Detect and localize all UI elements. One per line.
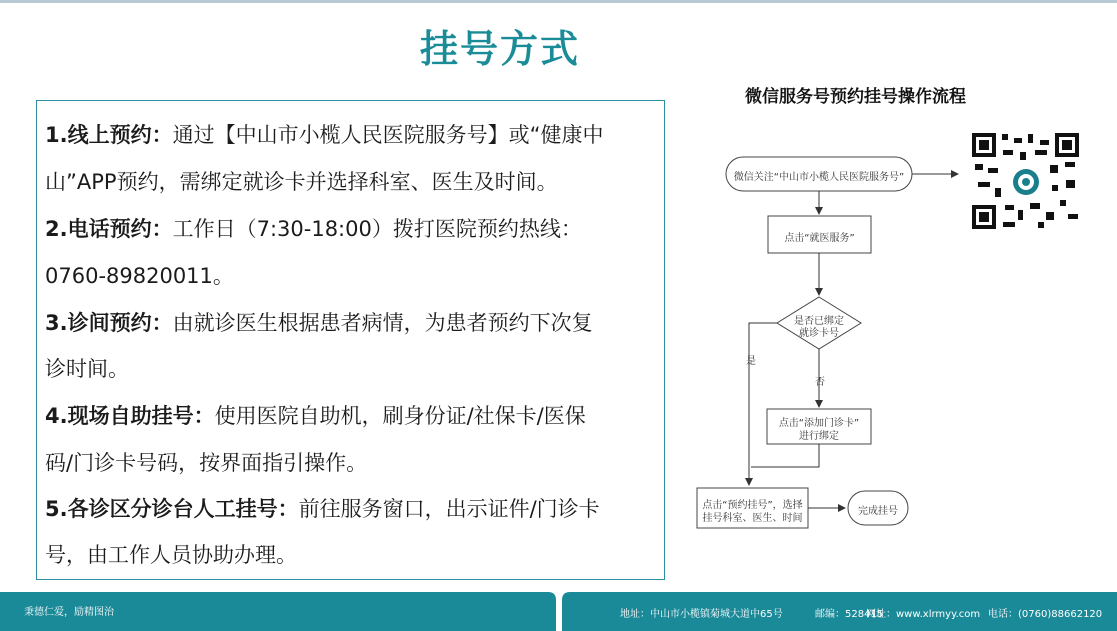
flow-decision-label-1: 是否已绑定 xyxy=(794,316,844,327)
method-1-line-2: 山”APP预约，需绑定就诊卡并选择科室、医生及时间。 xyxy=(45,170,558,194)
flow-book-label-1: 点击“预约挂号”，选择 xyxy=(702,500,803,511)
method-5-line-2: 号，由工作人员协助办理。 xyxy=(45,543,297,567)
flow-arrow-yes xyxy=(749,323,777,485)
method-3-line-1: 3.诊间预约：由就诊医生根据患者病情，为患者预约下次复 xyxy=(45,311,593,335)
method-2-line-2: 0760-89820011。 xyxy=(45,264,234,288)
footer-phone: 电话：(0760)88662120 xyxy=(988,609,1103,620)
flow-add-card-label-2: 进行绑定 xyxy=(799,431,839,442)
flow-decision-label-2: 就诊卡号 xyxy=(799,328,839,339)
footer-postcode: 邮编：528415 xyxy=(815,609,884,620)
flowchart-title: 微信服务号预约挂号操作流程 xyxy=(745,87,966,107)
flow-step-medical-service-label: 点击“就医服务” xyxy=(784,233,855,244)
flow-yes-label: 是 xyxy=(746,356,756,367)
method-2-line-1: 2.电话预约：工作日（7:30-18:00）拨打医院预约热线： xyxy=(45,217,582,241)
method-5-line-1: 5.各诊区分诊台人工挂号：前往服务窗口，出示证件/门诊卡 xyxy=(45,497,600,521)
flow-arrow xyxy=(751,444,819,467)
flow-end-label: 完成挂号 xyxy=(858,506,898,517)
footer-address: 地址：中山市小榄镇菊城大道中65号 xyxy=(620,609,783,620)
method-4-line-1: 4.现场自助挂号：使用医院自助机，刷身份证/社保卡/医保 xyxy=(45,404,586,428)
flow-no-label: 否 xyxy=(815,377,825,388)
qr-code-icon xyxy=(970,131,1081,231)
flow-add-card-label-1: 点击“添加门诊卡” xyxy=(778,418,860,429)
footer-slogan: 秉德仁爱，励精图治 xyxy=(24,607,114,618)
method-3-line-2: 诊时间。 xyxy=(45,357,129,381)
footer-website: 网址：www.xlrmyy.com xyxy=(866,609,981,620)
flow-start-label: 微信关注“中山市小榄人民医院服务号” xyxy=(733,172,905,183)
page-title: 挂号方式 xyxy=(419,27,580,71)
method-1-line-1: 1.线上预约：通过【中山市小榄人民医院服务号】或“健康中 xyxy=(45,123,604,147)
flow-book-label-2: 挂号科室、医生、时间 xyxy=(702,513,803,524)
method-4-line-2: 码/门诊卡号码，按界面指引操作。 xyxy=(45,451,368,475)
